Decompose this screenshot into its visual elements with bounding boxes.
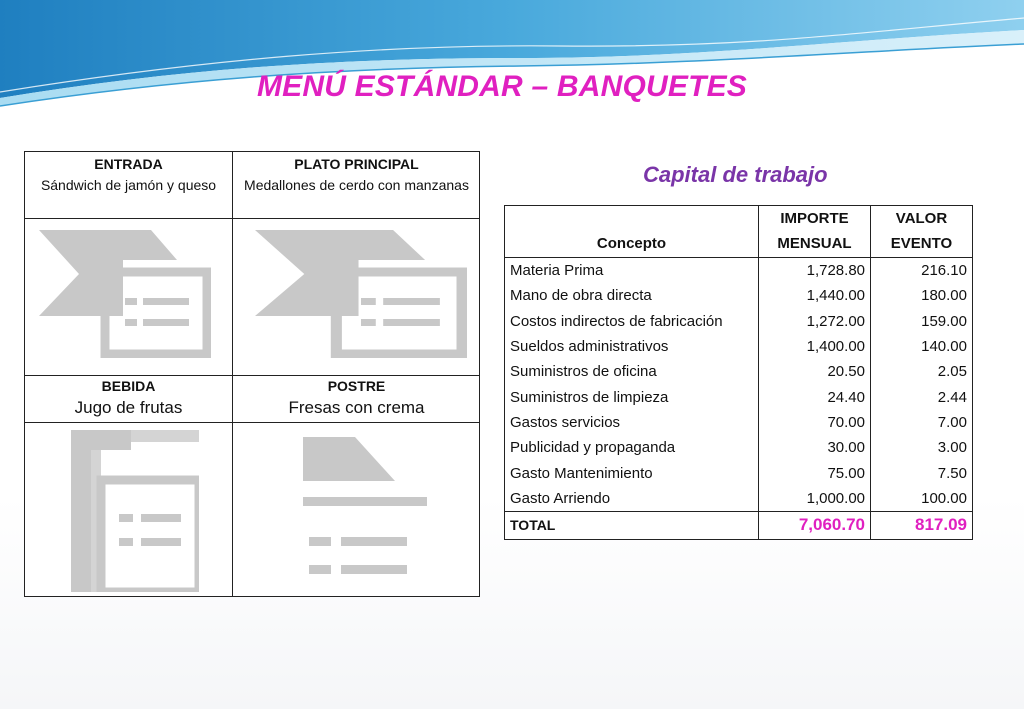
cell-concepto: Materia Prima [505, 258, 759, 284]
slide-title: MENÚ ESTÁNDAR – BANQUETES [256, 70, 748, 103]
cell-valor: 180.00 [871, 283, 973, 308]
course-dish: Jugo de frutas [74, 398, 183, 417]
cell-concepto: Gasto Mantenimiento [505, 460, 759, 485]
table-row [505, 334, 973, 359]
course-category: PLATO PRINCIPAL [294, 156, 419, 172]
course-bebida [25, 376, 232, 420]
cell-concepto: Publicidad y propaganda [505, 435, 759, 460]
cell-importe: 75.00 [759, 460, 871, 485]
table-total-row [505, 511, 973, 539]
grid-divider [25, 422, 479, 423]
header-valor-line1: VALOR [895, 210, 948, 227]
table-row [505, 258, 973, 284]
grid-divider [25, 218, 479, 219]
cell-valor: 100.00 [871, 486, 973, 512]
course-dish: Medallones de cerdo con manzanas [244, 177, 469, 193]
table-row [505, 435, 973, 460]
header-importe-line1: IMPORTE [780, 210, 849, 227]
table-row [505, 283, 973, 308]
cell-valor: 7.00 [871, 410, 973, 435]
total-valor: 817.09 [871, 511, 973, 539]
cell-valor: 159.00 [871, 309, 973, 334]
course-category: BEBIDA [101, 378, 156, 394]
cell-concepto: Gasto Arriendo [505, 486, 759, 512]
total-importe: 7,060.70 [759, 511, 871, 539]
menu-grid [24, 151, 480, 597]
cell-valor: 2.05 [871, 359, 973, 384]
cell-importe: 30.00 [759, 435, 871, 460]
cell-concepto: Mano de obra directa [505, 283, 759, 308]
cell-concepto: Gastos servicios [505, 410, 759, 435]
total-label: TOTAL [505, 511, 759, 539]
table-row [505, 460, 973, 485]
course-plato-principal [233, 154, 480, 196]
header-importe-line2: MENSUAL [777, 235, 852, 252]
cell-valor: 7.50 [871, 460, 973, 485]
table-row [505, 384, 973, 409]
cell-importe: 20.50 [759, 359, 871, 384]
course-dish: Sándwich de jamón y queso [40, 177, 217, 193]
cell-importe: 1,400.00 [759, 334, 871, 359]
header-importe [759, 206, 871, 258]
table-header-row [505, 206, 973, 258]
table-row [505, 359, 973, 384]
cell-concepto: Costos indirectos de fabricación [505, 309, 759, 334]
header-valor-line2: EVENTO [890, 235, 953, 252]
cell-importe: 1,000.00 [759, 486, 871, 512]
cell-importe: 24.40 [759, 384, 871, 409]
cell-valor: 140.00 [871, 334, 973, 359]
capital-subtitle: Capital de trabajo [643, 162, 828, 187]
cell-importe: 1,728.80 [759, 258, 871, 284]
course-category: POSTRE [327, 378, 386, 394]
capital-table [504, 205, 973, 540]
cell-concepto: Suministros de limpieza [505, 384, 759, 409]
course-postre [233, 376, 480, 420]
header-valor [871, 206, 973, 258]
cell-concepto: Suministros de oficina [505, 359, 759, 384]
cell-importe: 1,272.00 [759, 309, 871, 334]
image-placeholder-icon [39, 230, 211, 358]
table-row [505, 486, 973, 512]
table-row [505, 309, 973, 334]
image-placeholder-icon [303, 437, 429, 577]
course-entrada [25, 154, 232, 196]
image-placeholder-icon [255, 230, 467, 358]
cell-concepto: Sueldos administrativos [505, 334, 759, 359]
table-row [505, 410, 973, 435]
image-placeholder-icon [71, 430, 199, 592]
cell-importe: 70.00 [759, 410, 871, 435]
header-concepto: Concepto [505, 206, 759, 258]
course-dish: Fresas con crema [288, 398, 425, 417]
cell-valor: 2.44 [871, 384, 973, 409]
course-category: ENTRADA [94, 156, 163, 172]
cell-valor: 216.10 [871, 258, 973, 284]
cell-importe: 1,440.00 [759, 283, 871, 308]
cell-valor: 3.00 [871, 435, 973, 460]
